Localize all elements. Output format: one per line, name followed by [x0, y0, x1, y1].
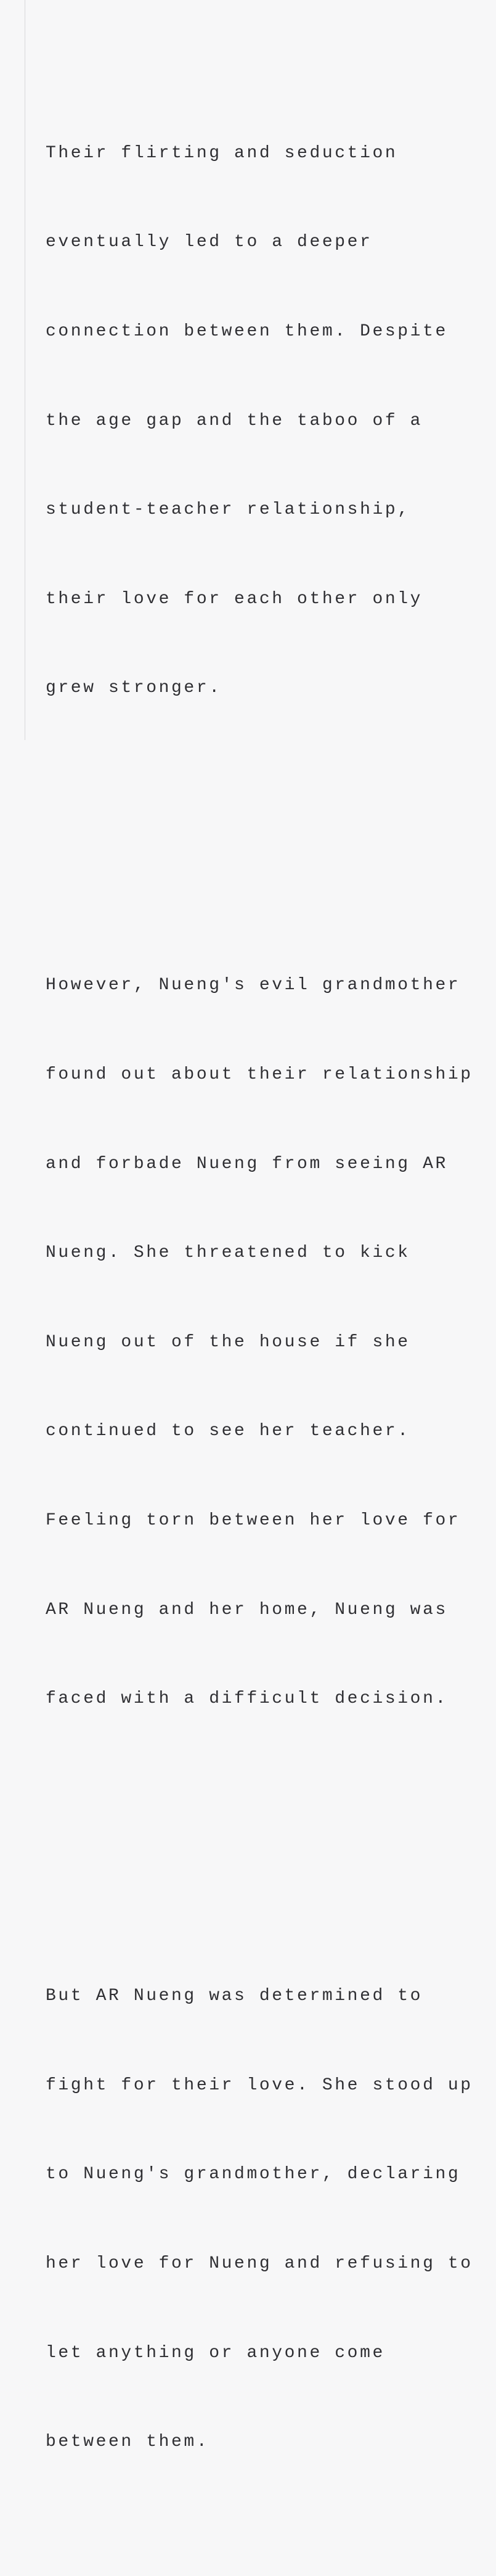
text-line: between them.: [46, 2432, 209, 2452]
text-line: the age gap and the taboo of a: [46, 411, 423, 430]
text-line: Feeling torn between her love for: [46, 1510, 461, 1530]
paragraph-3: [46, 1922, 489, 2517]
text-line: However, Nueng's evil grandmother: [46, 976, 461, 995]
text-line: and forbade Nueng from seeing AR: [46, 1154, 448, 1174]
paragraph-gap: [46, 1833, 489, 1862]
paragraph-2: [46, 911, 489, 1774]
text-line: grew stronger.: [46, 678, 222, 698]
text-line: her love for Nueng and refusing to: [46, 2253, 473, 2273]
paragraph-gap: [46, 822, 489, 852]
text-line: Nueng out of the house if she: [46, 1332, 410, 1352]
text-line: student-teacher relationship,: [46, 500, 410, 520]
article-body: [46, 20, 489, 2576]
text-line: Nueng. She threatened to kick: [46, 1243, 410, 1263]
text-line: eventually led to a deeper: [46, 232, 373, 252]
text-line: to Nueng's grandmother, declaring: [46, 2165, 461, 2184]
text-line: connection between them. Despite: [46, 322, 448, 341]
text-line: fight for their love. She stood up: [46, 2075, 473, 2095]
text-line: AR Nueng and her home, Nueng was: [46, 1600, 448, 1619]
text-line: let anything or anyone come: [46, 2343, 385, 2363]
text-line: their love for each other only: [46, 589, 423, 609]
paragraph-1: [46, 79, 489, 763]
text-line: continued to see her teacher.: [46, 1422, 410, 1441]
text-line: found out about their relationship: [46, 1064, 473, 1084]
text-line: faced with a difficult decision.: [46, 1689, 448, 1709]
text-line: Their flirting and seduction: [46, 143, 398, 163]
text-line: But AR Nueng was determined to: [46, 1986, 423, 2006]
